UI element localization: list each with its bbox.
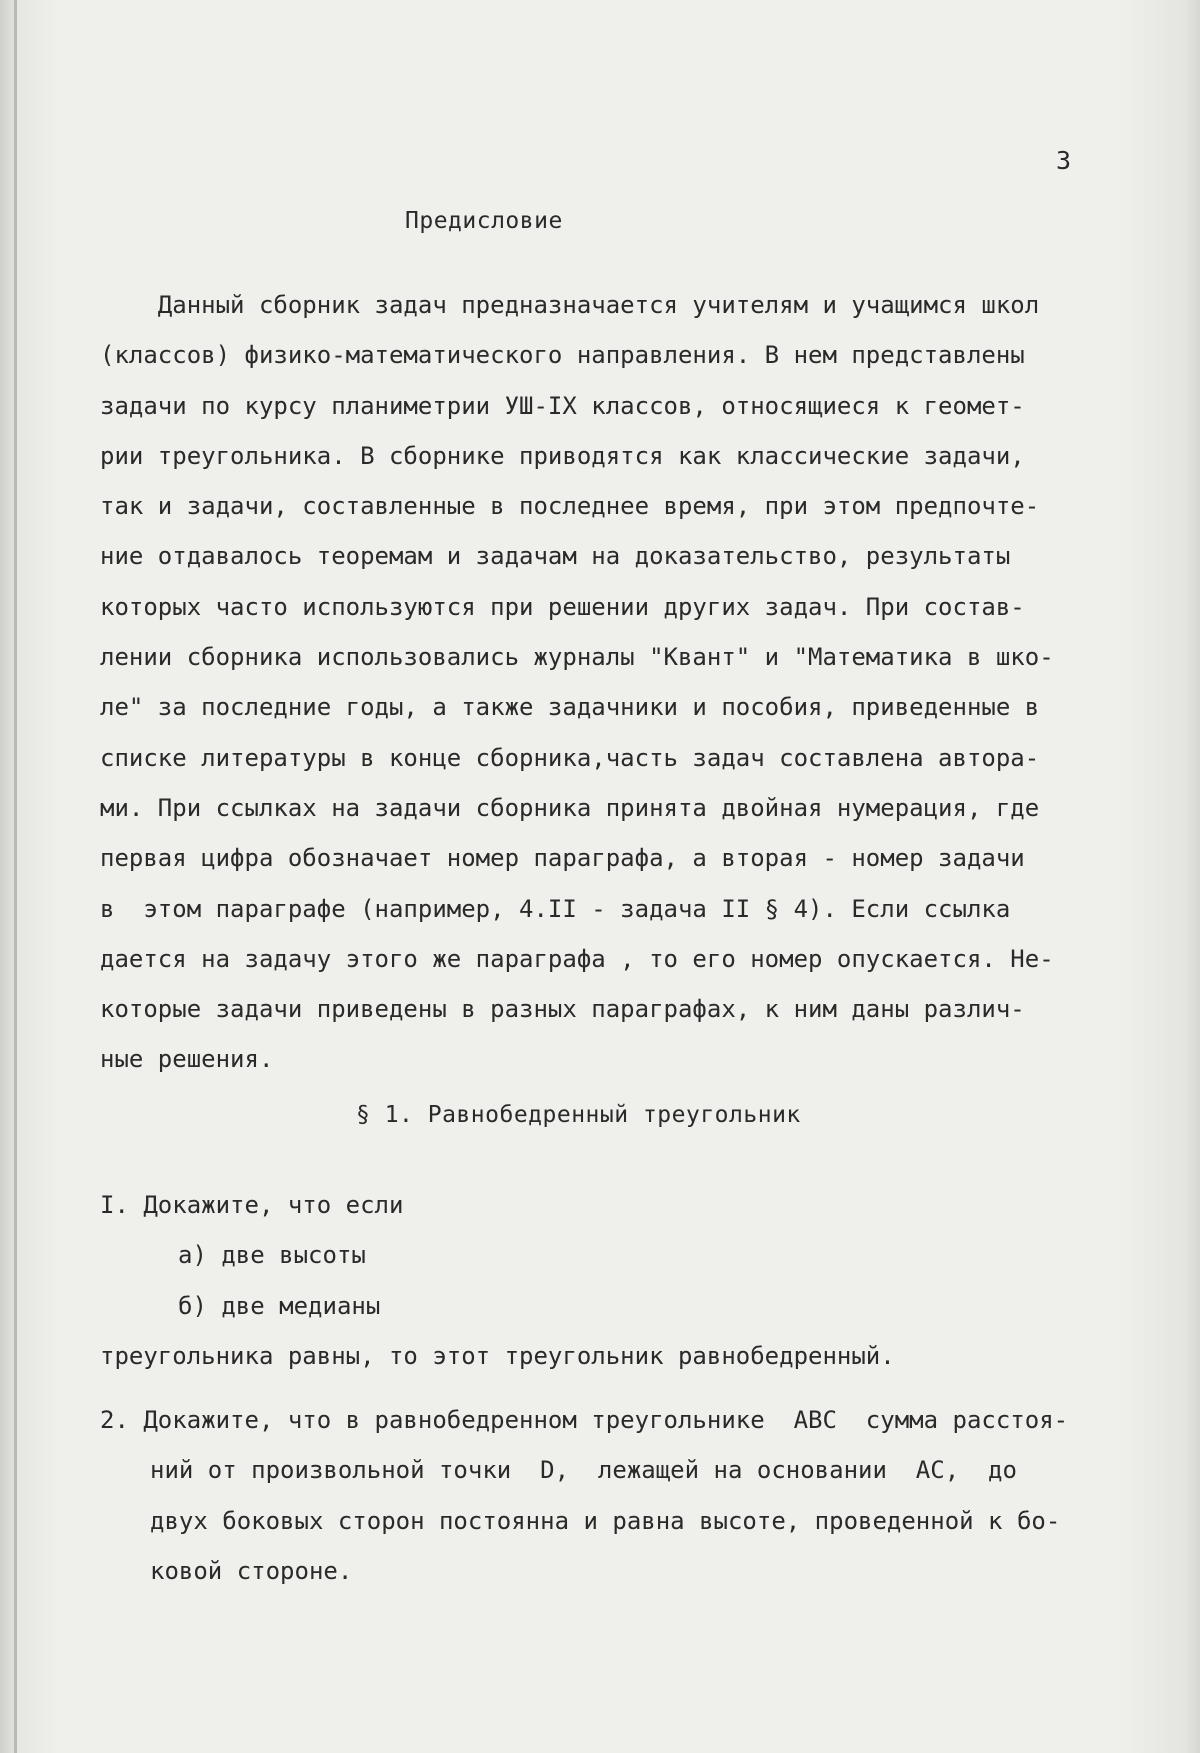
- problem-2-line: 2. Докажите, что в равнобедренном треугольнике АВС сумма расстоя-: [100, 1406, 1069, 1435]
- problem-2-line: ний от произвольной точки D, лежащей на основании АС, до: [150, 1456, 1017, 1485]
- preface-line: ле" за последние годы, а также задачники и пособия, приведенные в: [100, 693, 1040, 722]
- problem-1-conclusion: треугольника равны, то этот треугольник равнобедренный.: [100, 1341, 895, 1370]
- problem-2-line: ковой стороне.: [150, 1557, 353, 1586]
- page-number: 3: [1056, 146, 1073, 175]
- preface-line: (классов) физико-математического направления. В нем представлены: [100, 341, 1025, 370]
- page-binding-edge: [14, 0, 17, 1753]
- preface-line: Данный сборник задач предназначается учителям и учащимся школ: [100, 291, 1040, 319]
- problem-list: [100, 1180, 1120, 1596]
- preface-line: которые задачи приведены в разных параграфах, к ним даны различ-: [100, 995, 1025, 1024]
- problem-2-line: двух боковых сторон постоянна и равна высоте, проведенной к бо-: [150, 1506, 1061, 1535]
- preface-line: лении сборника использовались журналы "Квант" и "Математика в шко-: [100, 643, 1054, 672]
- problem-1-intro: I. Докажите, что если: [100, 1191, 404, 1219]
- section-heading: § 1. Равнобедренный треугольник: [356, 1102, 801, 1128]
- preface-line: рии треугольника. В сборнике приводятся как классические задачи,: [100, 441, 1025, 470]
- preface-line: так и задачи, составленные в последнее время, при этом предпочте-: [100, 492, 1040, 521]
- preface-line: списке литературы в конце сборника,часть задач составлена автора-: [100, 743, 1040, 772]
- preface-line: в этом параграфе (например, 4.II - задача II § 4). Если ссылка: [100, 894, 1011, 923]
- preface-line: ние отдавалось теоремам и задачам на доказательство, результаты: [100, 542, 1011, 571]
- preface-line: ми. При ссылках на задачи сборника принята двойная нумерация, где: [100, 793, 1040, 822]
- preface-body: [100, 280, 1100, 1085]
- preface-title: Предисловие: [405, 208, 563, 234]
- problem-1-item-a: а) две высоты: [178, 1241, 366, 1270]
- problem-gap: [100, 1381, 1120, 1395]
- preface-line: дается на задачу этого же параграфа , то его номер опускается. Не-: [100, 944, 1054, 973]
- problem-1-item-b: б) две медианы: [178, 1291, 381, 1320]
- preface-line: задачи по курсу планиметрии УШ-IX классов, относящиеся к геомет-: [100, 391, 1025, 420]
- preface-line: первая цифра обозначает номер параграфа, а вторая - номер задачи: [100, 844, 1025, 873]
- preface-line: ные решения.: [100, 1045, 274, 1074]
- preface-line: которых часто используются при решении других задач. При состав-: [100, 592, 1025, 621]
